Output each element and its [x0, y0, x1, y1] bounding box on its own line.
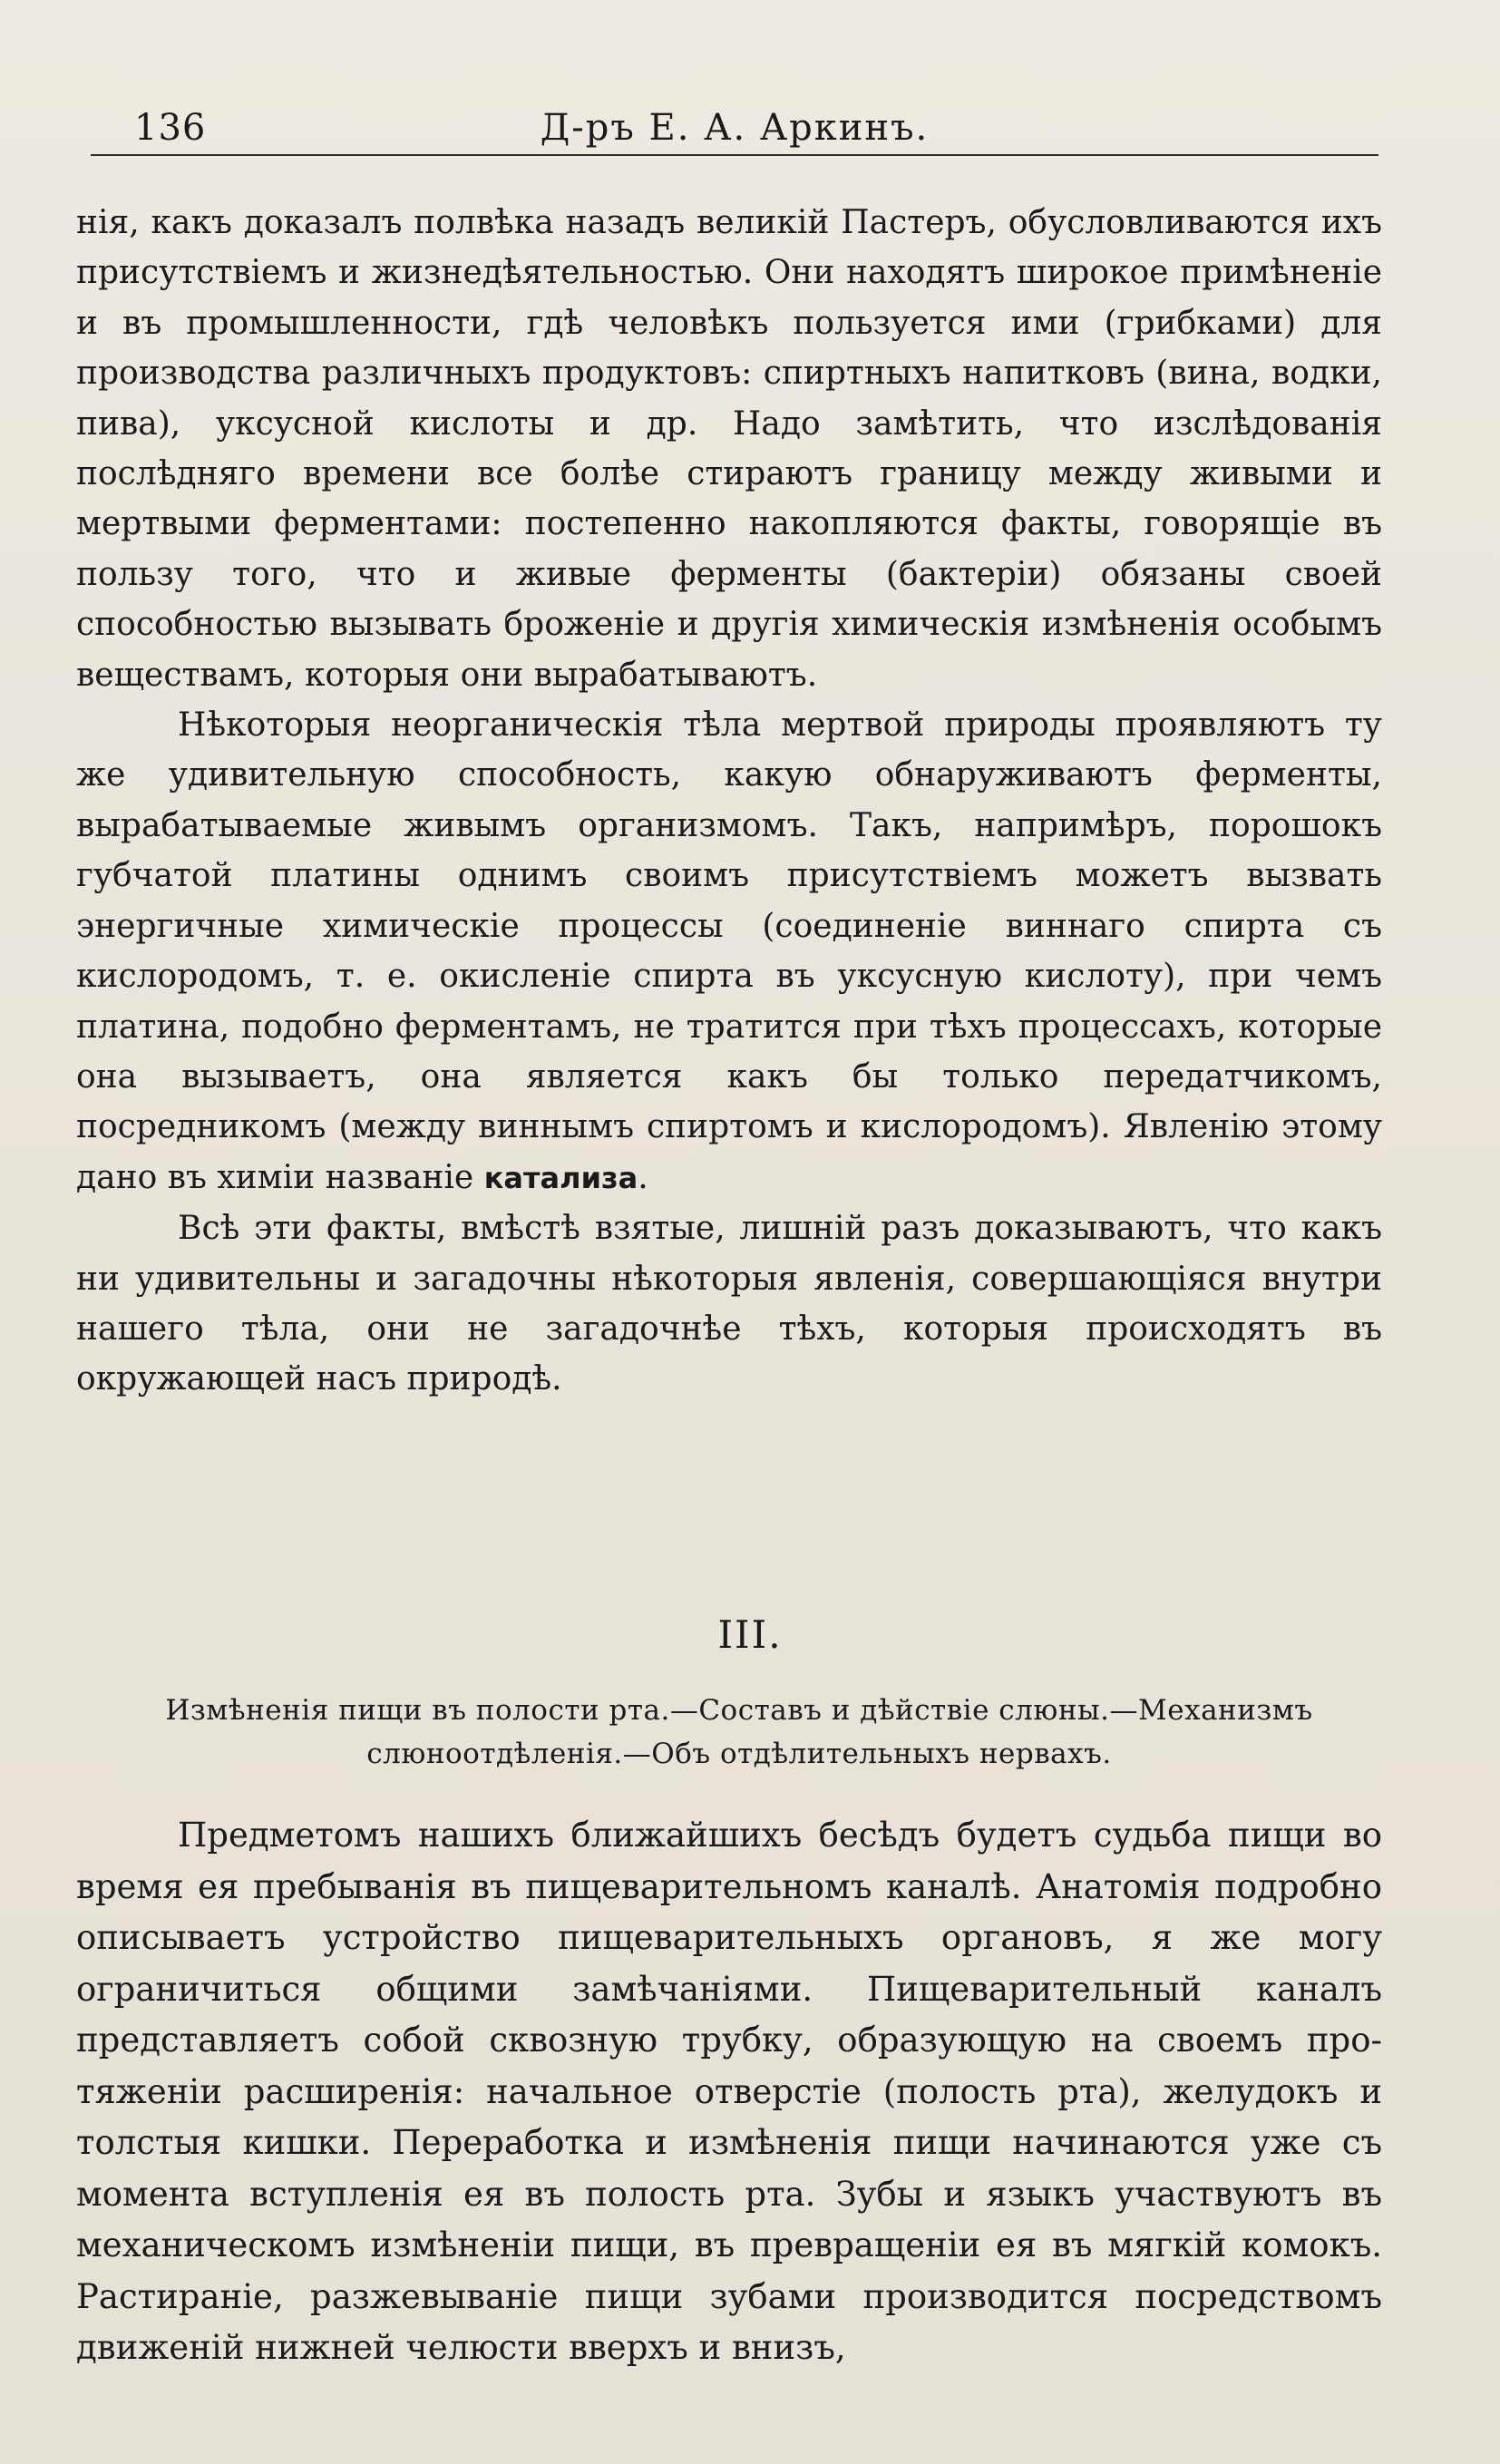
body-text	[76, 198, 1382, 1405]
chapter-opening-paragraph: Предметомъ нашихъ ближайшихъ бесѣдъ будетъ судьба пищи во время ея пребыванія въ пищеварительномъ каналѣ. Анатомія подробно описываетъ устройство пищеварительныхъ органовъ, я же могу ограничиться общими замѣчаніями. Пищеварительный каналъ представляетъ собой сквозную трубку, образующую на своемъ протяженіи расширенія: начальное отверстіе (полость рта), желудокъ и толстыя кишки. Переработка и измѣненія пищи начинаются уже съ момента вступленія ея въ полость рта. Зубы и языкъ участвуютъ въ механическомъ измѣненіи пищи, въ превращеніи ея въ мягкій комокъ. Растираніе, разжевываніе пищи зубами производится посредствомъ движеній нижней челюсти вверхъ и внизъ,	[76, 1816, 1382, 2367]
paragraph-catalysis	[76, 700, 1382, 1203]
paragraph-text-end: .	[638, 1158, 648, 1196]
chapter-number: III.	[717, 1612, 783, 1657]
chapter-summary: Измѣненія пищи въ полости рта.—Составъ и дѣйствіе слюны.—Механизмъ слюноотдѣленія.—Объ отдѣлительныхъ нервахъ.	[165, 1694, 1313, 1770]
paragraph-text: Нѣкоторыя неорганическія тѣла мертвой природы проявляютъ ту же удивительную способность, какую обнаруживаютъ ферменты, вырабатываемые живымъ организмомъ. Такъ, напримѣръ, порошокъ губчатой платины однимъ своимъ присутствіемъ можетъ вызвать энергичные химическіе процессы (соединеніе виннаго спирта съ кислородомъ, т. е. окисленіе спирта въ уксусную кислоту), при чемъ платина, подобно ферментамъ, не тратится при тѣхъ процессахъ, которые она вызываетъ, она является какъ бы только передатчикомъ, посредникомъ (между виннымъ спиртомъ и кислородомъ). Явленію этому дано въ химіи названіе	[76, 706, 1382, 1196]
running-head	[91, 107, 1378, 161]
term-catalysis: катализа	[483, 1160, 638, 1195]
chapter-body	[76, 1810, 1382, 2374]
paragraph-continuation: нія, какъ доказалъ полвѣка назадъ великій Пастеръ, обусловливаются ихъ присутствіемъ и жизнедѣятельностью. Они находятъ широкое примѣненіе и въ промышленности, гдѣ человѣкъ пользуется ими (грибками) для производства различныхъ продуктовъ: спиртныхъ напитковъ (вина, водки, пива), уксусной кислоты и др. Надо замѣтить, что изслѣдованія послѣдняго времени все болѣе стираютъ границу между живыми и мертвыми ферментами: постепенно накопляются факты, говорящіе въ пользу того, что и живые ферменты (бактеріи) обязаны своей способностью вызывать броженіе и другія химическія измѣненія особымъ веществамъ, которыя они вырабатываютъ.	[76, 204, 1382, 694]
running-title: Д-ръ Е. А. Аркинъ.	[540, 107, 930, 149]
paragraph-conclusion: Всѣ эти факты, вмѣстѣ взятые, лишній разъ доказываютъ, что какъ ни удивительны и загадочны нѣкоторыя явленія, совершающіяся внутри нашего тѣла, они не загадочнѣе тѣхъ, которыя происходятъ въ окружающей насъ природѣ.	[76, 1210, 1382, 1398]
header-rule	[91, 154, 1378, 156]
page-number: 136	[134, 107, 207, 149]
